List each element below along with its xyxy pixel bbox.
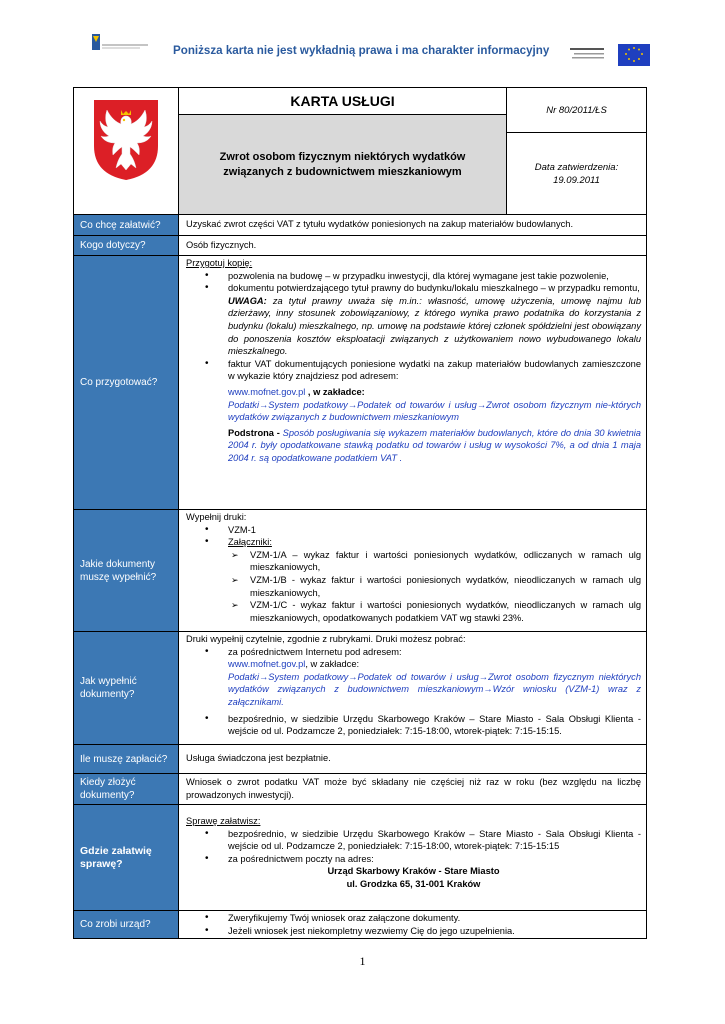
list-item: ➢ VZM-1/A – wykaz faktur i wartości poniesionych wydatków, odliczanych w ramach ulg mieszkaniowych, (186, 549, 641, 574)
row-what (74, 215, 646, 236)
list-item: • Jeżeli wniosek jest niekompletny wezwiemy Cię do jego uzupełnienia. (186, 925, 641, 938)
card-title: KARTA USŁUGI (179, 88, 506, 115)
card-subtitle: Zwrot osobom fizycznym niektórych wydatków związanych z budownictwem mieszkaniowym (179, 115, 506, 214)
subpage-note: Podstrona - Sposób posługiwania się wykazem materiałów budowlanych, które do dnia 30 kwietnia 2004 r. były opodatkowane stawką podatku od towarów i usług w wysokości 7%, a od dnia 1 maja 2004 r. są opodatkowane podatkiem VAT . (228, 427, 641, 463)
row-label: Gdzie załatwię sprawę? (74, 805, 179, 910)
list-item: • Załączniki: (186, 536, 641, 549)
row-label: Kiedy złożyć dokumenty? (74, 774, 179, 804)
eu-logo (570, 44, 652, 68)
row-label: Ile muszę zapłacić? (74, 745, 179, 773)
row-how (74, 632, 646, 745)
row-office-action (74, 911, 646, 938)
list-item: • VZM-1 (186, 524, 641, 537)
white-eagle-icon (91, 98, 161, 182)
card-header (74, 88, 646, 215)
mofnet-link[interactable]: www.mofnet.gov.pl (228, 386, 306, 397)
row-label: Jakie dokumenty muszę wypełnić? (74, 510, 179, 631)
mofnet-link[interactable]: www.mofnet.gov.pl (228, 659, 306, 670)
uwaga-note: UWAGA: za tytuł prawny uważa się m.in.: własność, umowę użyczenia, umowę najmu lub dzierżawy, inny stosunek zobowiązaniowy, z którego wynika prawo podatnika do korzystania z budynku (lokalu) mieszkalnego, np. umowę na podstawie której członek spółdzielni jest obowiązany do ponoszenia kosztów eksploatacji związanych z użytkowaniem nowo wybudowanego lokalu mieszkalnego. (228, 295, 641, 357)
approval-date-value: 19.09.2011 (553, 174, 600, 186)
list-item: • bezpośrednio, w siedzibie Urzędu Skarbowego Kraków – Stare Miasto - Sala Obsługi Klienta - wejście od ul. Podzamcze 2, poniedziałek: 7:15-18:00, wtorek-piątek: 7:15-15:15 (186, 828, 641, 853)
list-item: • za pośrednictwem Internetu pod adresem: www.mofnet.gov.pl, w zakładce: Podatki→System podatkowy→Podatek od towarów i usług→Zwrot osobom fizycznym niektórych wydatków związanych z budownictwem mieszkaniowym→Wzór wniosku (VZM-1) wraz z załącznikami. (186, 646, 641, 709)
row-prepare (74, 256, 646, 510)
row-label: Jak wypełnić dokumenty? (74, 632, 179, 744)
disclaimer-notice: Poniższa karta nie jest wykładnią prawa i ma charakter informacyjny (173, 44, 550, 57)
row-where (74, 805, 646, 911)
row-value: Usługa świadczona jest bezpłatnie. (186, 753, 331, 764)
list-item: ➢ VZM-1/B - wykaz faktur i wartości poniesionych wydatków, nieodliczanych w ramach ulg mieszkaniowych, (186, 574, 641, 599)
list-item: • dokumentu potwierdzającego tytuł prawny do budynku/lokalu mieszkalnego – w przypadku remontu, UWAGA: za tytuł prawny uważa się m.in.: własność, umowę użyczenia, umowę najmu lub dzierżawy, inny stosunek zobowiązaniowy, z którego wynika prawo podatnika do korzystania z budynku (lokalu) mieszkalnego, np. umowę na podstawie której członek spółdzielni jest obowiązany do ponoszenia kosztów eksploatacji związanych z użytkowaniem nowo wybudowanego lokalu mieszkalnego. (186, 282, 641, 358)
row-label: Kogo dotyczy? (74, 236, 179, 255)
attachments-list (186, 549, 641, 625)
list-item: • za pośrednictwem poczty na adres: (186, 853, 641, 866)
row-label: Co chcę załatwić? (74, 215, 179, 235)
row-label: Co przygotować? (74, 256, 179, 509)
list-item: • bezpośrednio, w siedzibie Urzędu Skarbowego Kraków – Stare Miasto - Sala Obsługi Klienta - wejście od ul. Podzamcze 2, poniedziałek: 7:15-18:00, wtorek-piątek: 7:15-15:15. (186, 713, 641, 738)
approval-date (507, 133, 646, 214)
approval-date-label: Data zatwierdzenia: (534, 161, 619, 173)
list-item: • pozwolenia na budowę – w przypadku inwestycji, dla której wymagane jest takie pozwolenie, (186, 270, 641, 283)
navigation-path: Podatki→System podatkowy→Podatek od towarów i usług→Zwrot osobom fizycznym niektórych wydatków związanych z budownictwem mieszkaniowym→Wzór wniosku (VZM-1) wraz z załącznikami. (228, 671, 641, 707)
row-label: Co zrobi urząd? (74, 911, 179, 938)
coat-of-arms (74, 88, 179, 214)
navigation-path: Podatki→System podatkowy→Podatek od towarów i usług→Zwrot osobom fizycznym nie-których wydatków związanych z budownictwem mieszkaniowym (228, 399, 641, 423)
row-documents (74, 510, 646, 632)
kapital-ludzki-logo (90, 32, 152, 54)
prepare-list (186, 270, 641, 465)
row-value: Druki wypełnij czytelnie, zgodnie z rubrykami. Druki możesz pobrać: • za pośrednictwem Internetu pod adresem: www.mofnet.gov.pl, w zakładce: Podatki→System podatkowy→Podatek od towarów i usług→Zwrot osobom fizycznym niektórych wydatków związanych z budownictwem mieszkaniowym→Wzór wniosku (VZM-1) wraz z załącznikami. • bezpośrednio, w siedzibie Urzędu Skarbowego Kraków – Stare Miasto - Sala Obsługi Klienta - wejście od ul. Podzamcze 2, poniedziałek: 7:15-18:00, wtorek-piątek: 7:15-15:15. (179, 632, 646, 744)
service-card (73, 87, 647, 939)
list-item: • faktur VAT dokumentujących poniesione wydatki na zakup materiałów budowlanych zamieszczone w wykazie który znajdziesz pod adresem: www.mofnet.gov.pl , w zakładce: Podatki→System podatkowy→Podatek od towarów i usług→Zwrot osobom fizycznym nie-których wydatków związanych z budownictwem mieszkaniowym Podstrona - Sposób posługiwania się wykazem materiałów budowlanych, które do dnia 30 kwietnia 2004 r. były opodatkowane stawką podatku od towarów i usług w wysokości 7%, a od dnia 1 maja 2004 r. są opodatkowane podatkiem VAT . (186, 358, 641, 465)
row-cost (74, 745, 646, 774)
row-when (74, 774, 646, 805)
row-value: Sprawę załatwisz: • bezpośrednio, w siedzibie Urzędu Skarbowego Kraków – Stare Miasto - Sala Obsługi Klienta - wejście od ul. Podzamcze 2, poniedziałek: 7:15-18:00, wtorek-piątek: 7:15-15:15 • za pośrednictwem poczty na adres: Urząd Skarbowy Kraków - Stare Miasto ul. Grodzka 65, 31-001 Kraków (179, 805, 646, 910)
row-value (179, 911, 646, 938)
prepare-intro: Przygotuj kopię: (186, 258, 253, 268)
row-value: Wypełnij druki: • VZM-1 • Załączniki: ➢ VZM-1/A – wykaz faktur i wartości poniesionych wydatków, odliczanych w ramach ulg mieszkaniowych, ➢ VZM-1/B - wykaz faktur i wartości poniesionych wydatków, nieodliczanych w ramach ulg mieszkaniowych, ➢ VZM-1/C - wykaz faktur i wartości poniesionych wydatków, nieodliczanych w ramach ulg mieszkaniowych, opodatkowanych podatkiem VAT wg stawki 23%. (179, 510, 646, 631)
row-who (74, 236, 646, 256)
list-item: • Zweryfikujemy Twój wniosek oraz załączone dokumenty. (186, 912, 641, 925)
page-number: 1 (359, 954, 366, 968)
list-item: ➢ VZM-1/C - wykaz faktur i wartości poniesionych wydatków, nieodliczanych w ramach ulg mieszkaniowych, opodatkowanych podatkiem VAT wg stawki 23%. (186, 599, 641, 624)
row-value (179, 256, 646, 509)
row-value: Uzyskać zwrot części VAT z tytułu wydatków poniesionych na zakup materiałów budowlanych. (186, 219, 574, 229)
row-value: Wniosek o zwrot podatku VAT może być składany nie częściej niż raz w roku (bez względu na liczbę prowadzonych inwestycji). (186, 777, 641, 800)
office-name: Urząd Skarbowy Kraków - Stare Miasto (327, 866, 500, 877)
row-value: Osób fizycznych. (186, 240, 257, 250)
office-address: ul. Grodzka 65, 31-001 Kraków (346, 878, 481, 889)
card-number: Nr 80/2011/ŁS (507, 88, 646, 133)
